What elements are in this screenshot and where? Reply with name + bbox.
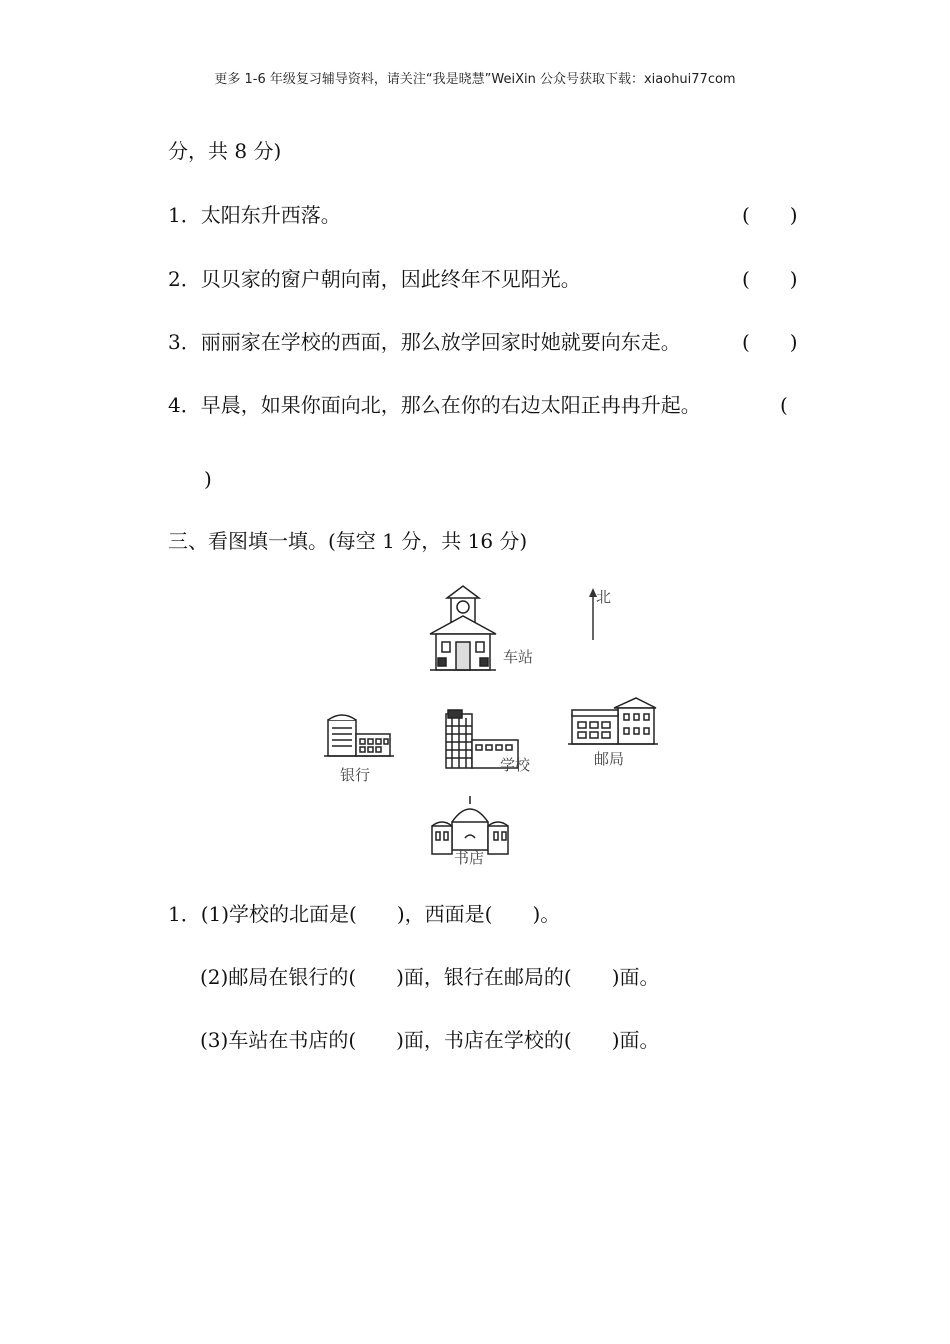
answer-paren-4-close[interactable]: ) bbox=[204, 467, 212, 491]
post-office-label: 邮局 bbox=[594, 750, 625, 768]
bank-label: 银行 bbox=[340, 766, 371, 784]
school-label: 学校 bbox=[500, 756, 531, 774]
station-label: 车站 bbox=[503, 648, 534, 666]
post-office-building-icon bbox=[568, 698, 658, 744]
north-label: 北 bbox=[596, 588, 612, 606]
question-3: 3．丽丽家在学校的西面，那么放学回家时她就要向东走。 bbox=[168, 330, 681, 354]
question-4: 4．早晨，如果你面向北，那么在你的右边太阳正冉冉升起。 bbox=[168, 393, 701, 417]
q1-part3: (3)车站在书店的( )面，书店在学校的( )面。 bbox=[200, 1028, 660, 1052]
page-header: 更多 1-6 年级复习辅导资料，请关注“我是晓慧”WeiXin 公众号获取下载：xiaohui77com bbox=[214, 72, 736, 87]
station-building-icon bbox=[430, 586, 496, 670]
q1-part2: (2)邮局在银行的( )面，银行在邮局的( )面。 bbox=[200, 965, 660, 989]
q1-part1: 1．(1)学校的北面是( )，西面是( )。 bbox=[168, 902, 561, 926]
question-2: 2．贝贝家的窗户朝向南，因此终年不见阳光。 bbox=[168, 267, 581, 291]
bookstore-label: 书店 bbox=[454, 849, 485, 867]
section3-title: 三、看图填一填。(每空 1 分，共 16 分) bbox=[168, 529, 528, 553]
bank-building-icon bbox=[324, 715, 394, 756]
answer-paren-3[interactable]: ( ) bbox=[742, 330, 798, 354]
answer-paren-1[interactable]: ( ) bbox=[742, 203, 798, 227]
answer-paren-2[interactable]: ( ) bbox=[742, 267, 798, 291]
answer-paren-4-open[interactable]: ( bbox=[780, 393, 788, 417]
direction-map bbox=[310, 582, 670, 872]
score-tail: 分，共 8 分) bbox=[168, 139, 282, 163]
bookstore-building-icon bbox=[432, 796, 508, 854]
map-drawing bbox=[310, 582, 670, 872]
question-1: 1．太阳东升西落。 bbox=[168, 203, 341, 227]
